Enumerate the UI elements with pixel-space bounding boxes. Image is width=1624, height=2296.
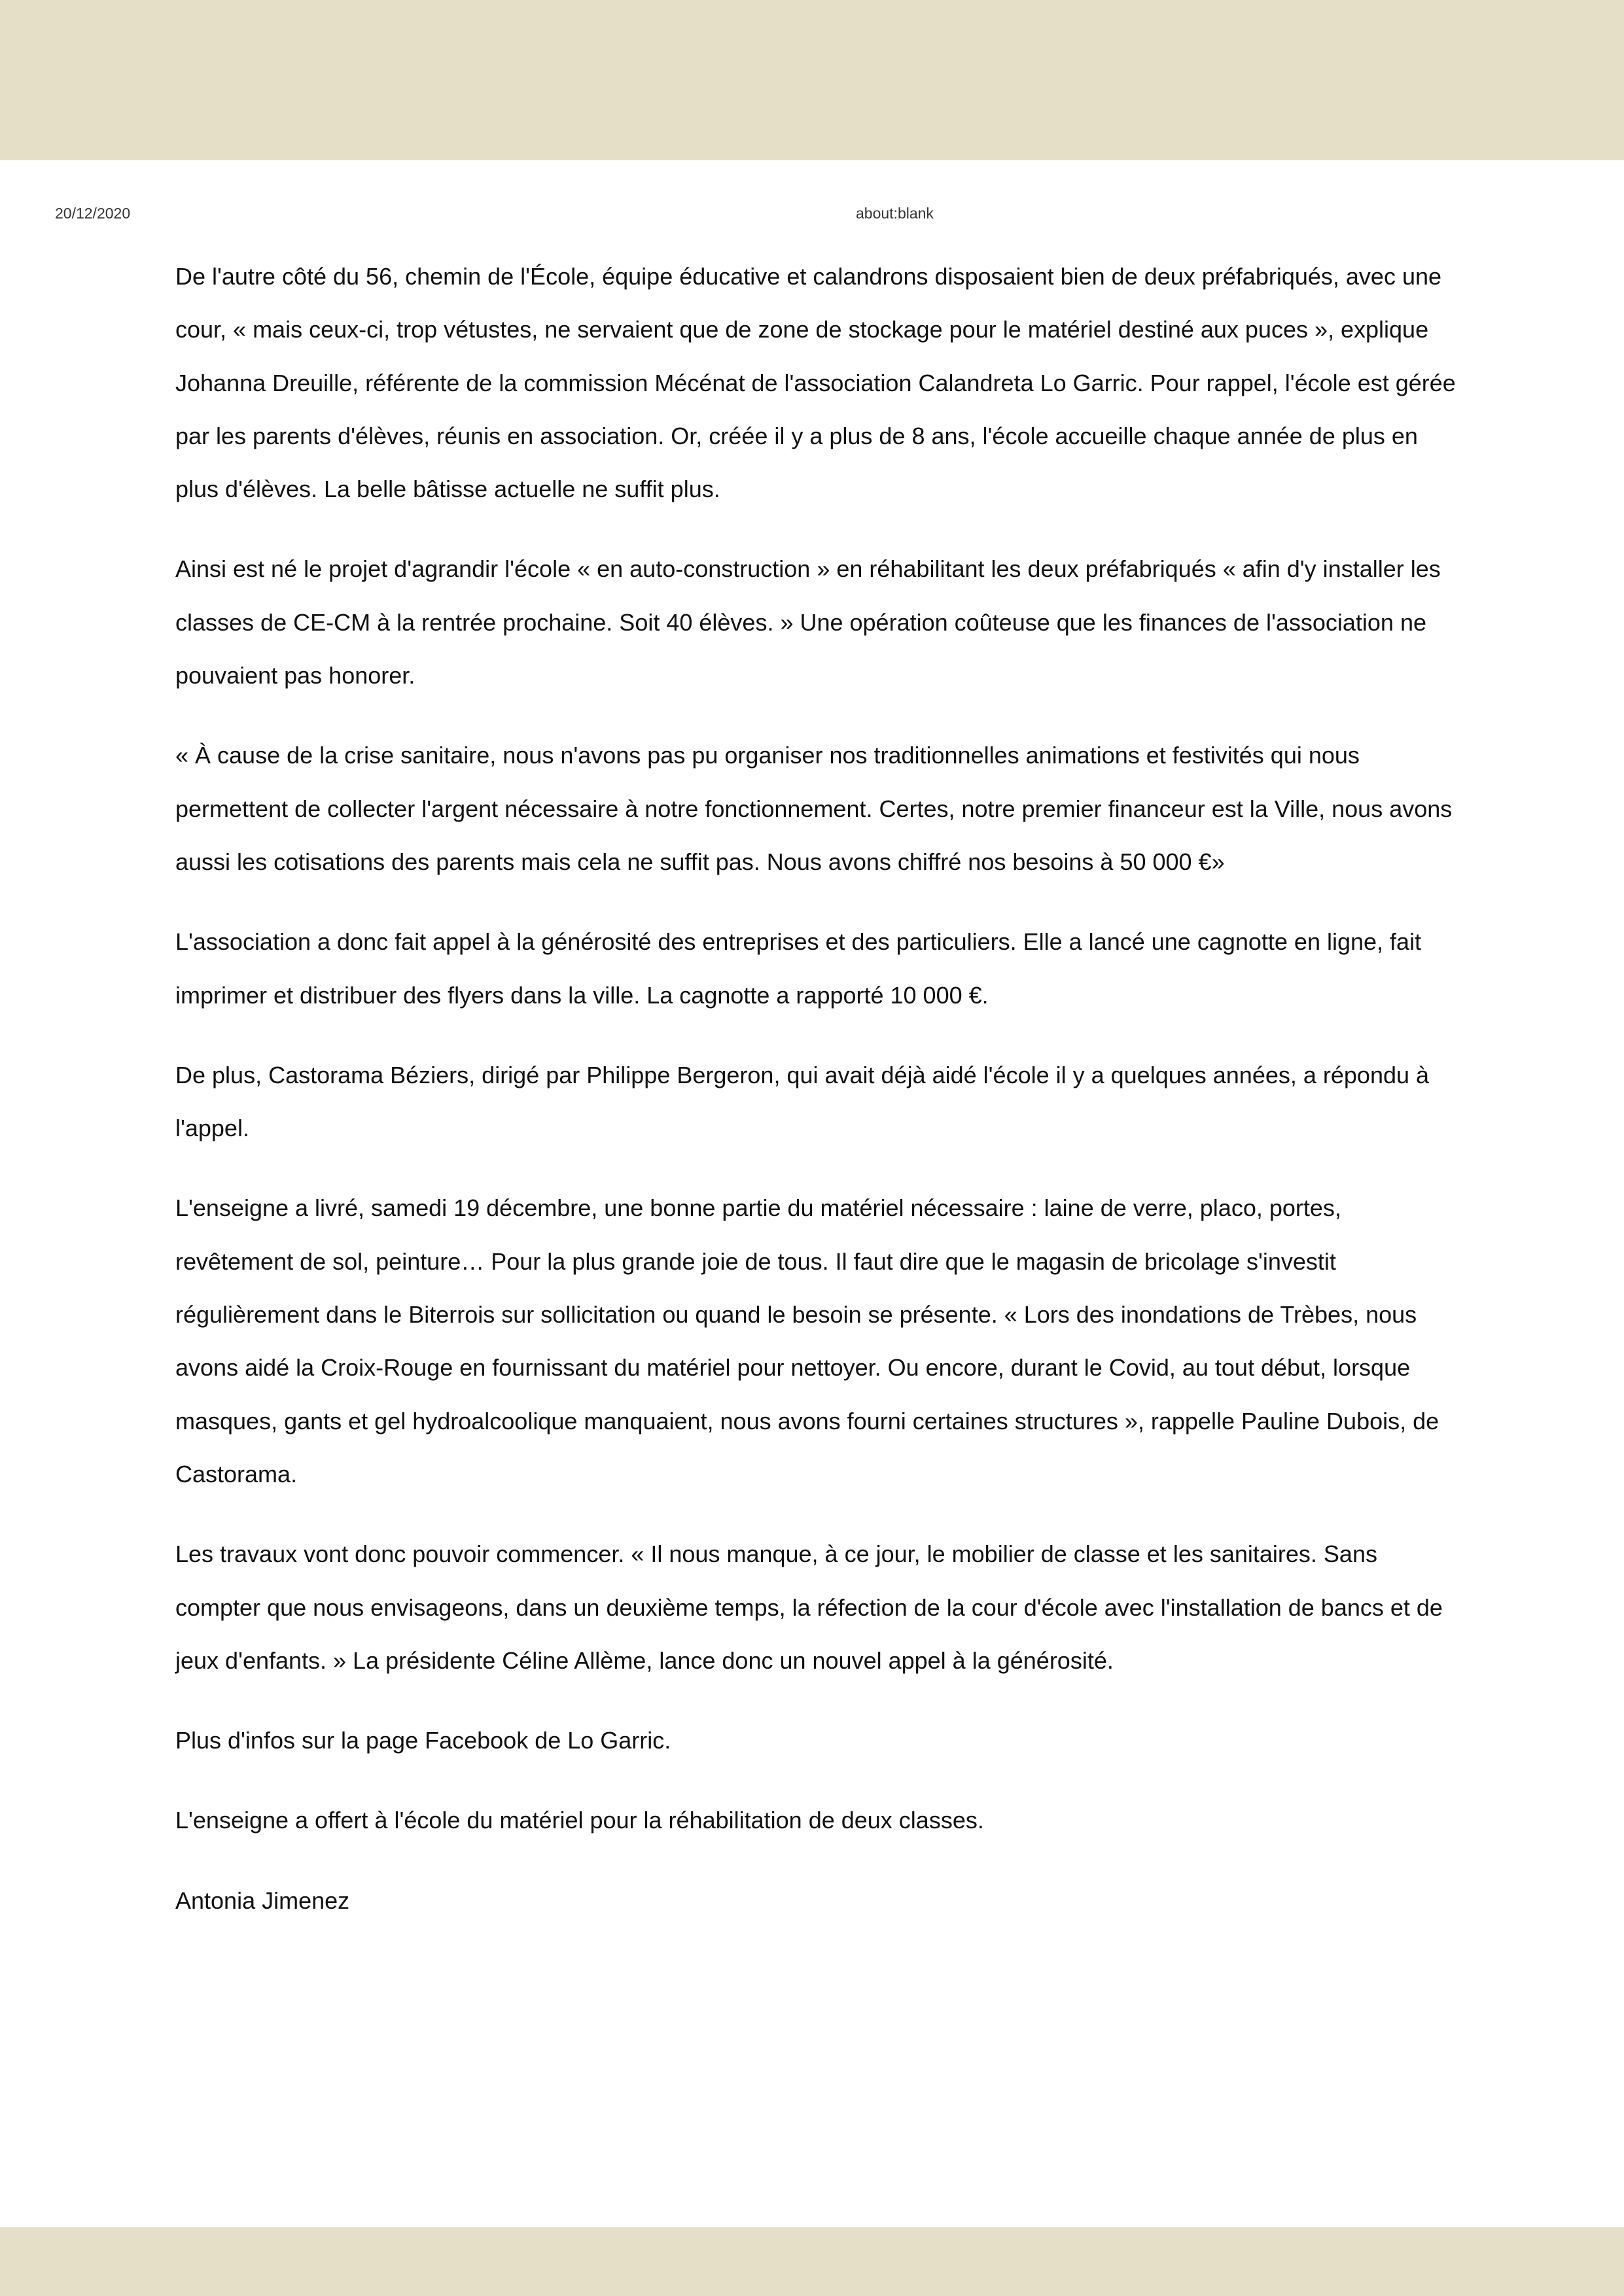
paragraph: « À cause de la crise sanitaire, nous n'avons pas pu organiser nos traditionnelles animations et festivités qui nous permettent de collecter l'argent nécessaire à notre fonctionnement. Certes, notre premier financeur est la Ville, nous avons aussi les cotisations des parents mais cela ne suffit pas. Nous avons chiffré nos besoins à 50 000 €» [175, 742, 1453, 875]
paragraph: De l'autre côté du 56, chemin de l'École, équipe éducative et calandrons disposaient bien de deux préfabriqués, avec une cour, « mais ceux-ci, trop vétustes, ne servaient que de zone de stockage pour le matériel destiné aux puces », explique Johanna Dreuille, référente de la commission Mécénat de l'association Calandreta Lo Garric. Pour rappel, l'école est gérée par les parents d'élèves, réunis en association. Or, créée il y a plus de 8 ans, l'école accueille chaque année de plus en plus d'élèves. La belle bâtisse actuelle ne suffit plus. [175, 263, 1456, 503]
paragraph: L'enseigne a livré, samedi 19 décembre, une bonne partie du matériel nécessaire : laine de verre, placo, portes, revêtement de sol, peinture… Pour la plus grande joie de tous. Il faut dire que le magasin de bricolage s'investit régulièrement dans le Biterrois sur sollicitation ou quand le besoin se présente. « Lors des inondations de Trèbes, nous avons aidé la Croix-Rouge en fournissant du matériel pour nettoyer. Ou encore, durant le Covid, au tout début, lorsque masques, gants et gel hydroalcoolique manquaient, nous avons fourni certaines structures », rappelle Pauline Dubois, de Castorama. [175, 1194, 1439, 1487]
print-date: 20/12/2020 [55, 205, 131, 222]
top-margin-band [0, 0, 1624, 160]
paragraph: Plus d'infos sur la page Facebook de Lo Garric. [175, 1727, 671, 1754]
paragraph: L'enseigne a offert à l'école du matériel pour la réhabilitation de deux classes. [175, 1807, 984, 1834]
author-byline: Antonia Jimenez [175, 1887, 350, 1914]
paragraph: Les travaux vont donc pouvoir commencer. « Il nous manque, à ce jour, le mobilier de classe et les sanitaires. Sans compter que nous envisageons, dans un deuxième temps, la réfection de la cour d'école avec l'installation de bancs et de jeux d'enfants. » La présidente Céline Allème, lance donc un nouvel appel à la générosité. [175, 1540, 1443, 1674]
paragraph: L'association a donc fait appel à la générosité des entreprises et des particuliers. Elle a lancé une cagnotte en ligne, fait imprimer et distribuer des flyers dans la ville. La cagnotte a rapporté 10 000 €. [175, 928, 1422, 1009]
paragraph: De plus, Castorama Béziers, dirigé par Philippe Bergeron, qui avait déjà aidé l'école il y a quelques années, a répondu à l'appel. [175, 1061, 1430, 1142]
print-url: about:blank [856, 205, 934, 222]
bottom-margin-band [0, 2227, 1624, 2296]
paragraph: Ainsi est né le projet d'agrandir l'école « en auto-construction » en réhabilitant les deux préfabriqués « afin d'y installer les classes de CE-CM à la rentrée prochaine. Soit 40 élèves. » Une opération coûteuse que les finances de l'association ne pouvaient pas honorer. [175, 555, 1441, 689]
article-body [175, 250, 1463, 1954]
